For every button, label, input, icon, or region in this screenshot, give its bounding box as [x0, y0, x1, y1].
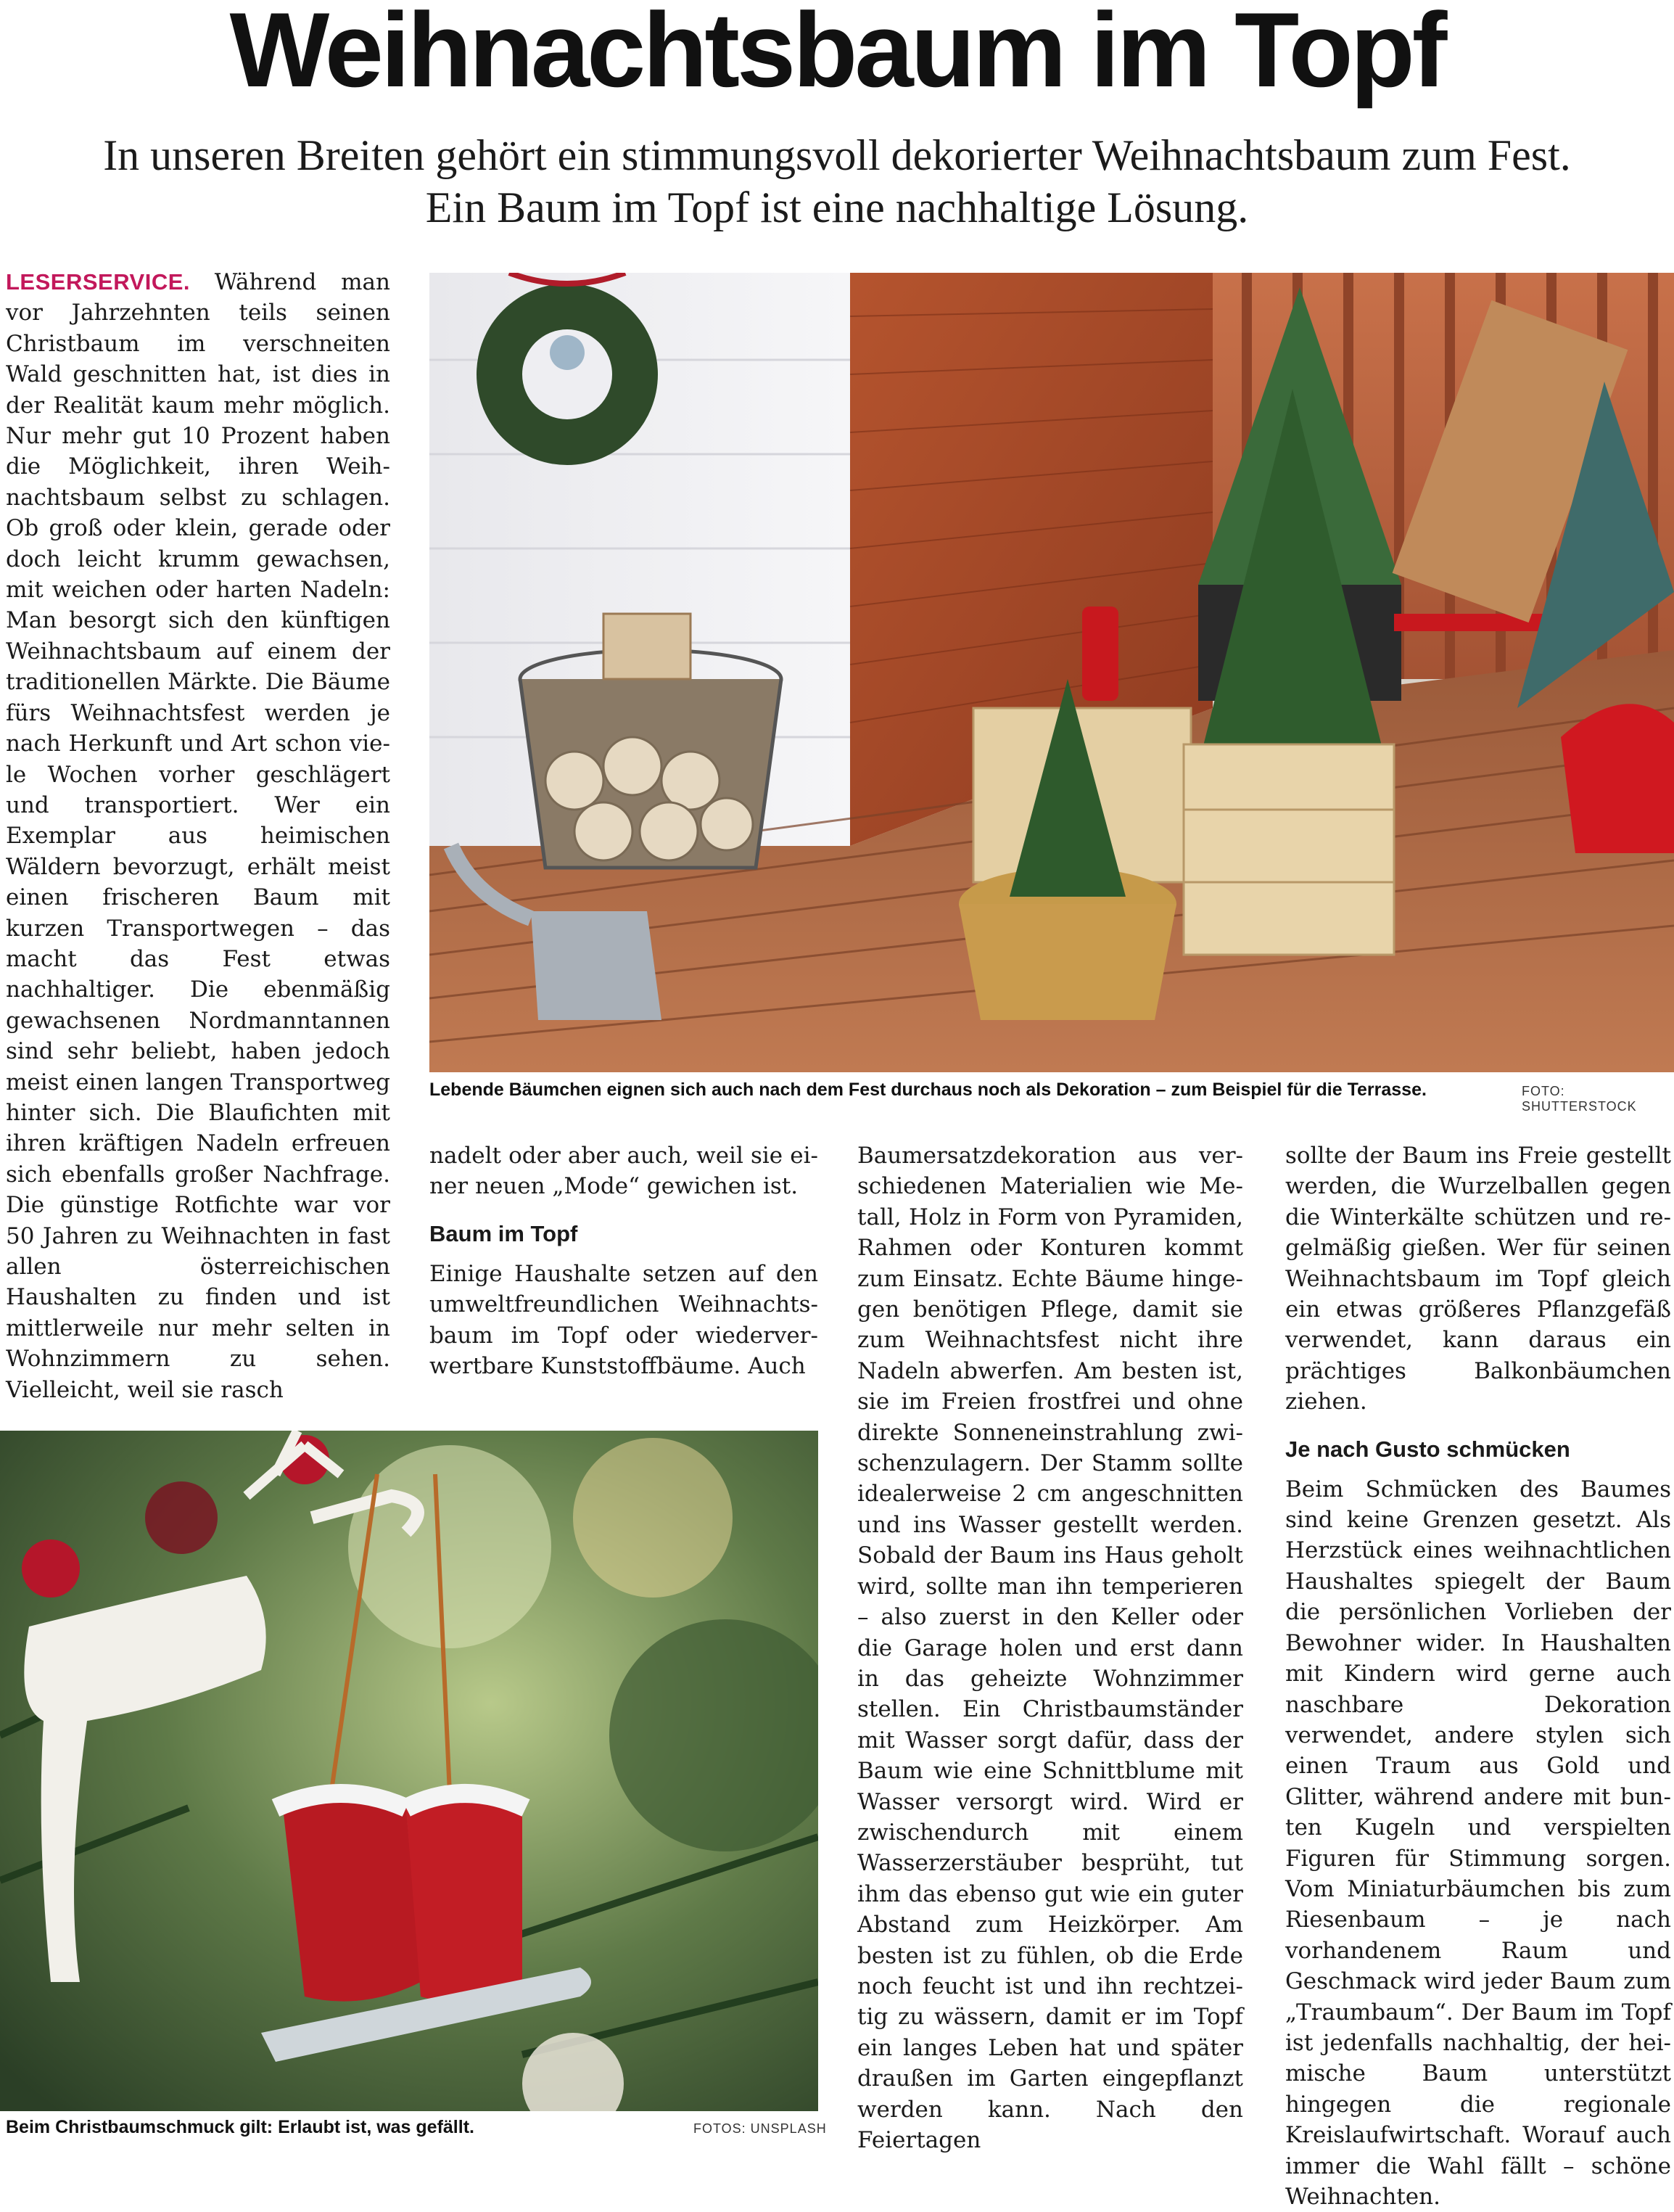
- kicker-leserservice: LESERSERVICE.: [6, 269, 191, 295]
- ornament-photo-illustration: [0, 1431, 818, 2111]
- column-2-text-1: nadelt oder aber auch, weil sie einer neuen „Mode“ gewichen ist.: [429, 1143, 818, 1200]
- column-4-text-2: Beim Schmücken des Baumes sind keine Grenzen gesetzt. Als Herzstück eines weihnachtlichen Haushaltes spiegelt der Baum die persönlichen Vorlieben der Bewohner wider. In Haushalten mit Kindern wird gerne auch naschbare Dekoration verwendet, andere stylen sich einen Traum aus Gold und Glitter, während andere mit bunten Kugeln und verspielten Figuren für Stimmung sorgen. Vom Miniaturbäumchen bis zum Riesenbaum – je nach vorhandenem Raum und Geschmack wird jeder Baum zum „Traumbaum“. Der Baum im Topf ist jedenfalls nachhaltig, der heimische Baum unterstützt hingegen die regionale Kreislaufwirtschaft. Worauf auch immer die Wahl fällt – schöne Weihnachten.: [1285, 1476, 1671, 2210]
- credit-terrace: FOTO: SHUTTERSTOCK: [1522, 1084, 1637, 1114]
- column-1-text: Während man vor Jahrzehnten teils seinen Christbaum im verschneiten Wald geschnitten hat, ist dies in der Realität kaum mehr möglich. Nur mehr gut 10 Prozent haben die Möglichkeit, ihren Weihnachtsbaum selbst zu schlagen. Ob groß oder klein, gerade oder doch leicht krumm gewachsen, mit weichen oder harten Nadeln: Man besorgt sich den künftigen Weihnachtsbaum auf einem der traditionellen Märkte. Die Bäume fürs Weihnachtsfest werden je nach Herkunft und Art schon viele Wochen vorher geschlägert und transportiert. Wer ein Exemplar aus heimischen Wäldern bevorzugt, erhält meist einen frischeren Baum mit kurzen Transportwegen – das macht das Fest etwas nachhaltiger. Die ebenmäßig gewachsenen Nordmanntannen sind sehr beliebt, haben jedoch meist einen langen Transportweg hinter sich. Die Blaufichten mit ihren kräftigen Nadeln erfreuen sich ebenfalls großer Nachfrage. Die günstige Rotfichte war vor 50 Jahren zu Weihnachten in fast allen österreichischen Haushalten zu finden und ist mittlerweile nur mehr selten in Wohnzimmern zu sehen. Vielleicht, weil sie rasch: [6, 269, 390, 1403]
- credit-ornament: FOTOS: UNSPLASH: [693, 2121, 827, 2136]
- article-column-4: [1285, 1140, 1671, 2212]
- column-4-text-1: sollte der Baum ins Freie gestellt werden, die Wurzelballen gegen die Winterkälte schützen und regelmäßig gießen. Wer für seinen Weihnachtsbaum im Topf gleich ein etwas größeres Pflanzgefäß verwendet, kann daraus ein prächtiges Balkonbäumchen ziehen.: [1285, 1143, 1671, 1415]
- article-column-3: [857, 1140, 1243, 2155]
- column-2-text-2: Einige Haushalte setzen auf den umweltfreundlichen Weihnachtsbaum im Topf oder wiederverwertbare Kunststoffbäume. Auch: [429, 1260, 818, 1380]
- photo-ornament-skates: [0, 1431, 818, 2111]
- subheading-baum-im-topf: Baum im Topf: [429, 1220, 578, 1246]
- column-3-text: Baumersatzdekoration aus verschiedenen Materialien wie Metall, Holz in Form von Pyramiden, Rahmen oder Konturen kommt zum Einsatz. Echte Bäume hingegen benötigen Pflege, damit sie zum Weihnachtsfest nicht ihre Nadeln abwerfen. Am besten ist, sie im Freien frostfrei und ohne direkte Sonneneinstrahlung zwischenzulagern. Der Stamm sollte idealerweise 2 cm angeschnitten und ins Wasser gestellt werden. Sobald der Baum ins Haus geholt wird, sollte man ihn temperieren – also zuerst in den Keller oder die Garage holen und erst dann in das geheizte Wohnzimmer stellen. Ein Christbaumständer mit Wasser sorgt dafür, dass der Baum wie eine Schnittblume mit Wasser versorgt wird. Wird er zwischendurch mit einem Wasserzerstäuber besprüht, tut ihm das ebenso gut wie ein guter Abstand zum Heizkörper. Am besten ist zu fühlen, ob die Erde noch feucht ist und ihn rechtzeitig zu wässern, damit er im Topf ein langes Leben hat und später draußen im Garten eingepflanzt werden kann. Nach den Feiertagen: [857, 1143, 1243, 2153]
- subheadline: [15, 129, 1659, 234]
- caption-ornament: Beim Christbaumschmuck gilt: Erlaubt ist, was gefällt.: [6, 2117, 474, 2137]
- caption-terrace: Lebende Bäumchen eignen sich auch nach dem Fest durchaus noch als Dekoration – zum Beispiel für die Terrasse.: [429, 1080, 1427, 1100]
- headline: Weihnachtsbaum im Topf: [229, 0, 1445, 109]
- subheadline-line-1: In unseren Breiten gehört ein stimmungsvoll dekorierter Weihnachtsbaum zum Fest.: [103, 131, 1571, 179]
- subheadline-line-2: Ein Baum im Topf ist eine nachhaltige Lösung.: [425, 184, 1249, 231]
- subheading-je-nach-gusto: Je nach Gusto schmücken: [1285, 1436, 1570, 1462]
- terrace-photo-illustration: [429, 273, 1674, 1072]
- article-column-2: [429, 1140, 818, 1381]
- article-column-1: [6, 267, 390, 1405]
- photo-terrace-trees: [429, 273, 1674, 1072]
